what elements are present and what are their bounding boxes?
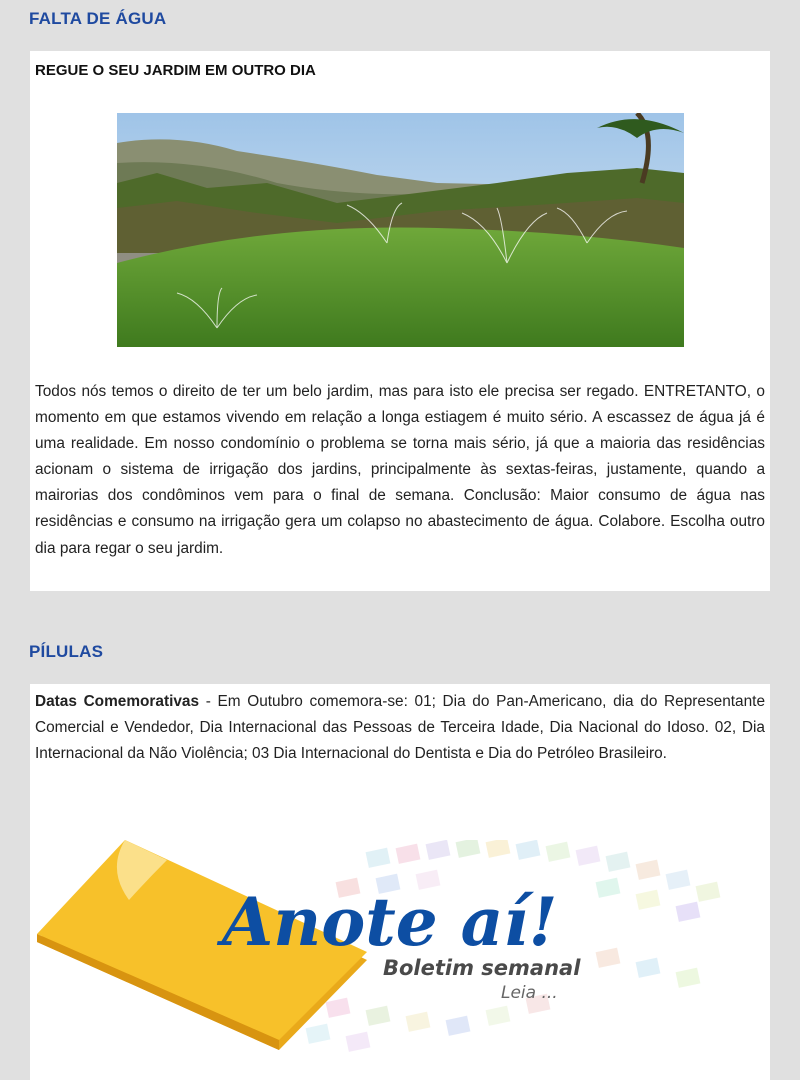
article-card-jardim (30, 51, 770, 591)
article-title: REGUE O SEU JARDIM EM OUTRO DIA (35, 62, 316, 79)
section-title-pilulas: PÍLULAS (29, 642, 104, 661)
pilulas-lead: Datas Comemorativas (35, 693, 200, 710)
article-body: Todos nós temos o direito de ter um belo jardim, mas para isto ele precisa ser regado. ENTRETANTO, o momento em que estamos vivendo em relação a longa estiagem é muito sério. A escassez de água já é uma realidade. Em nosso condomínio o problema se torna mais sério, já que a maioria das residências acionam o sistema de irrigação dos jardins, principalmente às sextas-feiras, justamente, quando a mairorias dos condôminos vem para o final de semana. Conclusão: Maior consumo de água nas residências e consumo na irrigação gera um colapso no abastecimento de água. Colabore. Escolha outro dia para regar o seu jardim. (35, 383, 765, 557)
pilulas-body (35, 689, 765, 767)
banner-subtitle: Boletim semanal (383, 956, 581, 980)
garden-photo-graphic (117, 113, 684, 347)
banner-title: Anote aí! (222, 883, 558, 961)
anote-ai-banner (37, 840, 737, 1052)
section-title-falta-de-agua: FALTA DE ÁGUA (29, 9, 167, 28)
garden-sprinkler-photo (117, 113, 684, 347)
article-card-pilulas (30, 684, 770, 1080)
banner-tagline: Leia ... (501, 983, 558, 1003)
anote-ai-banner-graphic (37, 840, 737, 1052)
pilulas-text: - Em Outubro comemora-se: 01; Dia do Pan-Americano, dia do Representante Comercial e Vendedor, Dia Internacional das Pessoas de Terceira Idade, Dia Nacional do Idoso. 02, Dia Internacional da Não Violência; 03 Dia Internacional do Dentista e Dia do Petróleo Brasileiro. (35, 693, 766, 763)
